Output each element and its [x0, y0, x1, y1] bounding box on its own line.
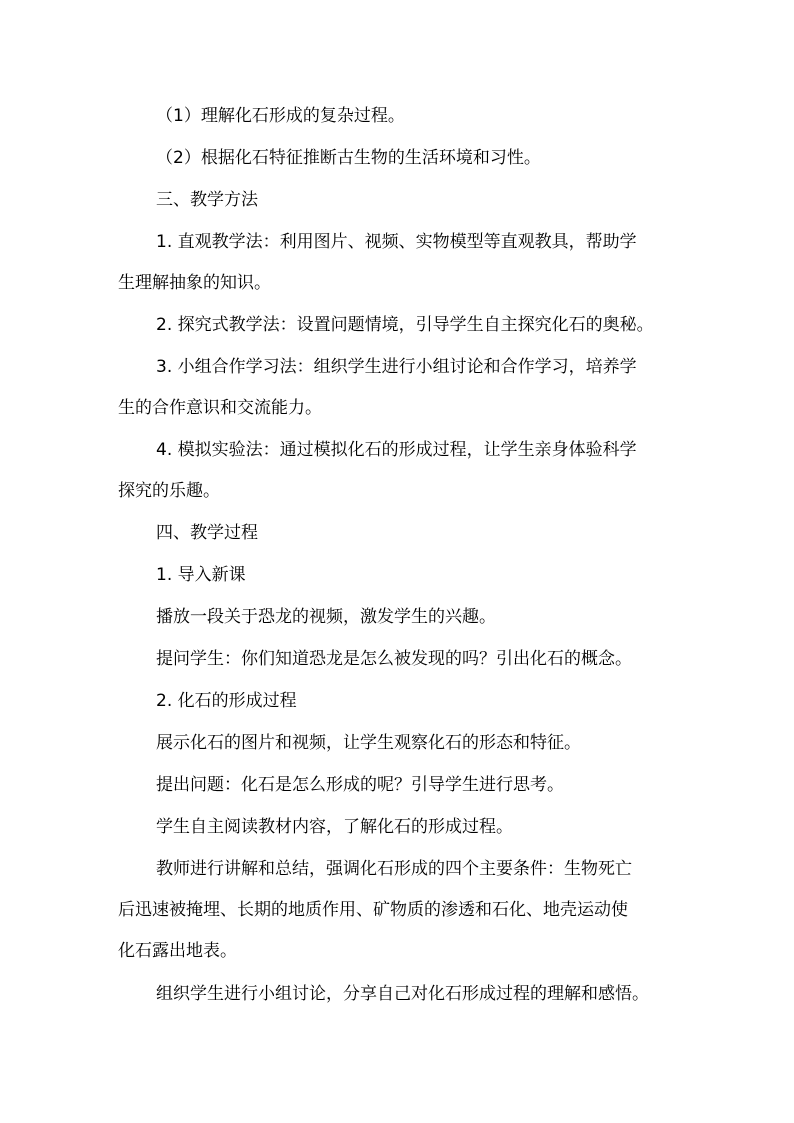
text-line: 2. 探究式教学法：设置问题情境，引导学生自主探究化石的奥秘。	[156, 315, 654, 335]
paragraph-method-1	[118, 222, 678, 304]
paragraph-method-3	[118, 347, 678, 429]
text-line: （2）根据化石特征推断古生物的生活环境和习性。	[156, 148, 541, 168]
heading-line: 1. 导入新课	[156, 565, 246, 585]
paragraph-group-discussion	[118, 974, 678, 1015]
text-line: 提出问题：化石是怎么形成的呢？引导学生进行思考。	[156, 775, 564, 795]
text-line: 1. 直观教学法：利用图片、视频、实物模型等直观教具，帮助学	[156, 232, 637, 252]
text-line: 3. 小组合作学习法：组织学生进行小组讨论和合作学习，培养学	[156, 357, 637, 377]
text-line: 4. 模拟实验法：通过模拟化石的形成过程，让学生亲身体验科学	[156, 440, 637, 460]
paragraph-raise-question	[118, 765, 678, 806]
paragraph-method-4	[118, 430, 678, 512]
text-line: （1）理解化石形成的复杂过程。	[156, 106, 405, 126]
paragraph-objective-2	[118, 138, 678, 179]
paragraph-show-images	[118, 723, 678, 764]
heading-line: 三、教学方法	[156, 190, 258, 210]
text-line: 提问学生：你们知道恐龙是怎么被发现的吗？引出化石的概念。	[156, 649, 632, 669]
text-line: 生理解抽象的知识。	[118, 273, 271, 293]
paragraph-method-2	[118, 305, 678, 346]
section-heading-teaching-methods	[118, 180, 678, 221]
text-line: 探究的乐趣。	[118, 481, 220, 501]
text-line: 播放一段关于恐龙的视频，激发学生的兴趣。	[156, 607, 496, 627]
paragraph-ask-students	[118, 639, 678, 680]
text-line: 组织学生进行小组讨论，分享自己对化石形成过程的理解和感悟。	[156, 984, 649, 1004]
paragraph-self-reading	[118, 807, 678, 848]
text-line: 学生自主阅读教材内容，了解化石的形成过程。	[156, 817, 513, 837]
text-line: 教师进行讲解和总结，强调化石形成的四个主要条件：生物死亡	[156, 859, 632, 879]
section-heading-teaching-process	[118, 513, 678, 554]
paragraph-objective-1	[118, 96, 678, 137]
heading-line: 四、教学过程	[156, 523, 258, 543]
text-line: 后迅速被掩埋、长期的地质作用、矿物质的渗透和石化、地壳运动使	[118, 900, 628, 920]
heading-line: 2. 化石的形成过程	[156, 691, 297, 711]
text-line: 生的合作意识和交流能力。	[118, 398, 322, 418]
subheading-fossil-formation	[118, 681, 678, 722]
subheading-introduction	[118, 555, 678, 596]
paragraph-teacher-summary	[118, 849, 678, 972]
paragraph-play-video	[118, 597, 678, 638]
text-line: 化石露出地表。	[118, 941, 237, 961]
text-line: 展示化石的图片和视频，让学生观察化石的形态和特征。	[156, 733, 581, 753]
